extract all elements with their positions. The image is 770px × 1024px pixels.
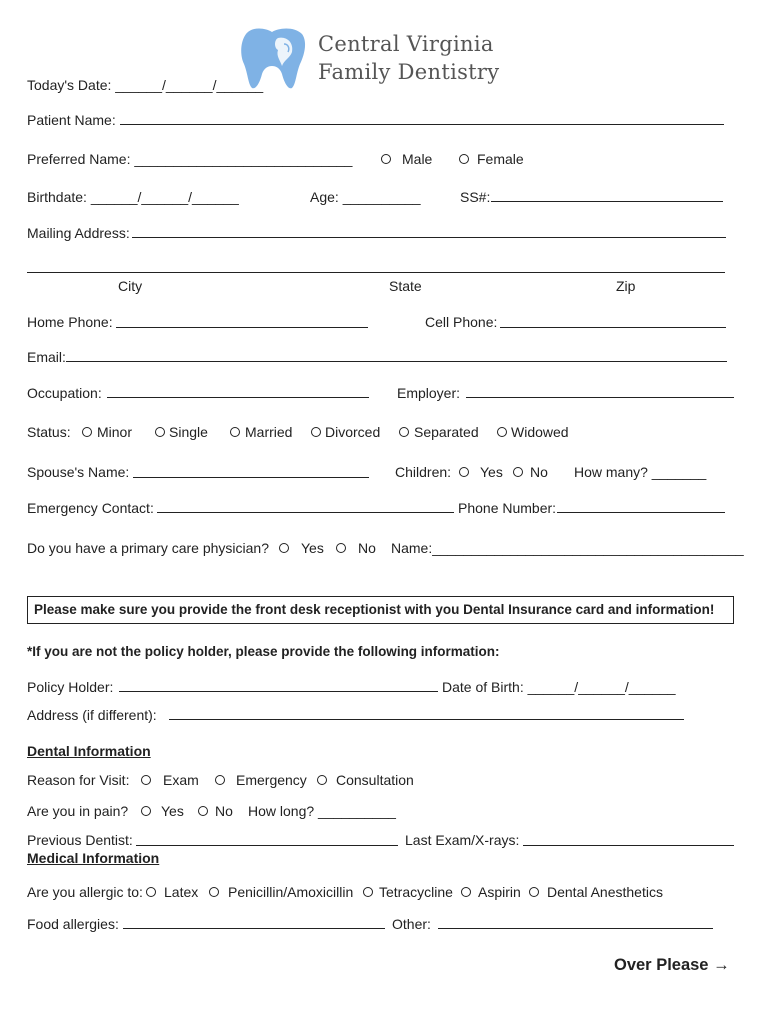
physician-question: Do you have a primary care physician? bbox=[27, 540, 270, 556]
status-minor-label: Minor bbox=[97, 424, 133, 440]
city-caption: City bbox=[118, 278, 143, 294]
how-long-field[interactable]: How long? __________ bbox=[248, 803, 396, 819]
ssn-label: SS#: bbox=[460, 189, 491, 205]
female-label: Female bbox=[477, 151, 524, 167]
ssn-input[interactable] bbox=[491, 201, 723, 202]
previous-dentist-input[interactable] bbox=[136, 845, 398, 846]
status-single-radio[interactable] bbox=[155, 427, 165, 437]
insurance-notice-box: Please make sure you provide the front desk receptionist with you Dental Insurance card and information! bbox=[27, 596, 734, 624]
female-radio[interactable] bbox=[459, 154, 469, 164]
cell-phone-input[interactable] bbox=[500, 327, 726, 328]
physician-no-radio[interactable] bbox=[336, 543, 346, 553]
allergy-latex-radio[interactable] bbox=[146, 887, 156, 897]
pain-no-label: No bbox=[215, 803, 233, 819]
other-allergies-label: Other: bbox=[392, 916, 431, 932]
male-radio[interactable] bbox=[381, 154, 391, 164]
status-single-label: Single bbox=[169, 424, 208, 440]
logo-line-1: Central Virginia bbox=[318, 32, 494, 56]
spouse-name-input[interactable] bbox=[133, 477, 369, 478]
mailing-address-label: Mailing Address: bbox=[27, 225, 130, 241]
home-phone-label: Home Phone: bbox=[27, 314, 113, 330]
policy-address-input[interactable] bbox=[169, 719, 684, 720]
status-separated-radio[interactable] bbox=[399, 427, 409, 437]
state-caption: State bbox=[389, 278, 422, 294]
allergy-penicillin-label: Penicillin/Amoxicillin bbox=[228, 884, 354, 900]
medical-info-heading: Medical Information bbox=[27, 850, 160, 866]
allergy-aspirin-radio[interactable] bbox=[461, 887, 471, 897]
children-no-radio[interactable] bbox=[513, 467, 523, 477]
patient-name-input[interactable] bbox=[120, 124, 724, 125]
status-widowed-label: Widowed bbox=[511, 424, 569, 440]
children-label: Children: bbox=[395, 464, 452, 480]
reason-consultation-label: Consultation bbox=[336, 772, 414, 788]
status-separated-label: Separated bbox=[414, 424, 479, 440]
status-divorced-label: Divorced bbox=[325, 424, 381, 440]
previous-dentist-label: Previous Dentist: bbox=[27, 832, 133, 848]
last-exam-input[interactable] bbox=[523, 845, 734, 846]
logo-line-2: Family Dentistry bbox=[318, 60, 500, 84]
phone-number-input[interactable] bbox=[557, 512, 725, 513]
occupation-input[interactable] bbox=[107, 397, 369, 398]
allergy-latex-label: Latex bbox=[164, 884, 199, 900]
patient-name-label: Patient Name: bbox=[27, 112, 116, 128]
other-allergies-input[interactable] bbox=[438, 928, 713, 929]
children-yes-label: Yes bbox=[480, 464, 503, 480]
pain-no-radio[interactable] bbox=[198, 806, 208, 816]
status-label: Status: bbox=[27, 424, 71, 440]
employer-label: Employer: bbox=[397, 385, 461, 401]
physician-no-label: No bbox=[358, 540, 376, 556]
allergic-to-label: Are you allergic to: bbox=[27, 884, 143, 900]
phone-number-label: Phone Number: bbox=[458, 500, 557, 516]
in-pain-label: Are you in pain? bbox=[27, 803, 129, 819]
how-many-field[interactable]: How many? _______ bbox=[574, 464, 707, 480]
emergency-contact-input[interactable] bbox=[157, 512, 454, 513]
cell-phone-label: Cell Phone: bbox=[425, 314, 498, 330]
reason-for-visit-label: Reason for Visit: bbox=[27, 772, 130, 788]
male-label: Male bbox=[402, 151, 433, 167]
reason-exam-label: Exam bbox=[163, 772, 199, 788]
status-minor-radio[interactable] bbox=[82, 427, 92, 437]
allergy-anesthetics-label: Dental Anesthetics bbox=[547, 884, 663, 900]
birthdate-field[interactable]: Birthdate: ______/______/______ bbox=[27, 189, 239, 205]
last-exam-label: Last Exam/X-rays: bbox=[405, 832, 520, 848]
allergy-aspirin-label: Aspirin bbox=[478, 884, 521, 900]
emergency-contact-label: Emergency Contact: bbox=[27, 500, 154, 516]
todays-date-field[interactable]: Today's Date: ______/______/______ bbox=[27, 77, 264, 93]
allergy-anesthetics-radio[interactable] bbox=[529, 887, 539, 897]
status-widowed-radio[interactable] bbox=[497, 427, 507, 437]
spouse-name-label: Spouse's Name: bbox=[27, 464, 130, 480]
preferred-name-field[interactable]: Preferred Name: ____________________________ bbox=[27, 151, 353, 167]
children-no-label: No bbox=[530, 464, 548, 480]
email-label: Email: bbox=[27, 349, 66, 365]
policy-address-label: Address (if different): bbox=[27, 707, 157, 723]
home-phone-input[interactable] bbox=[116, 327, 368, 328]
occupation-label: Occupation: bbox=[27, 385, 102, 401]
over-please-note: Over Please → bbox=[614, 956, 730, 974]
physician-yes-radio[interactable] bbox=[279, 543, 289, 553]
food-allergies-label: Food allergies: bbox=[27, 916, 119, 932]
status-married-label: Married bbox=[245, 424, 293, 440]
policy-holder-note: *If you are not the policy holder, please provide the following information: bbox=[27, 644, 500, 659]
reason-emergency-radio[interactable] bbox=[215, 775, 225, 785]
dental-info-heading: Dental Information bbox=[27, 743, 151, 759]
status-divorced-radio[interactable] bbox=[311, 427, 321, 437]
allergy-tetracycline-radio[interactable] bbox=[363, 887, 373, 897]
allergy-penicillin-radio[interactable] bbox=[209, 887, 219, 897]
age-field[interactable]: Age: __________ bbox=[310, 189, 421, 205]
physician-name-field[interactable]: Name:________________________________________ bbox=[391, 540, 744, 556]
logo bbox=[238, 26, 538, 92]
mailing-address-line-2[interactable] bbox=[27, 272, 725, 273]
status-married-radio[interactable] bbox=[230, 427, 240, 437]
mailing-address-input[interactable] bbox=[132, 237, 726, 238]
physician-yes-label: Yes bbox=[301, 540, 324, 556]
policy-holder-label: Policy Holder: bbox=[27, 679, 114, 695]
pain-yes-label: Yes bbox=[161, 803, 184, 819]
reason-exam-radio[interactable] bbox=[141, 775, 151, 785]
pain-yes-radio[interactable] bbox=[141, 806, 151, 816]
policy-dob-field[interactable]: Date of Birth: ______/______/______ bbox=[442, 679, 676, 695]
food-allergies-input[interactable] bbox=[123, 928, 385, 929]
reason-emergency-label: Emergency bbox=[236, 772, 307, 788]
employer-input[interactable] bbox=[466, 397, 734, 398]
zip-caption: Zip bbox=[616, 278, 636, 294]
children-yes-radio[interactable] bbox=[459, 467, 469, 477]
allergy-tetracycline-label: Tetracycline bbox=[379, 884, 453, 900]
reason-consultation-radio[interactable] bbox=[317, 775, 327, 785]
email-input[interactable] bbox=[66, 361, 727, 362]
policy-holder-input[interactable] bbox=[119, 691, 438, 692]
